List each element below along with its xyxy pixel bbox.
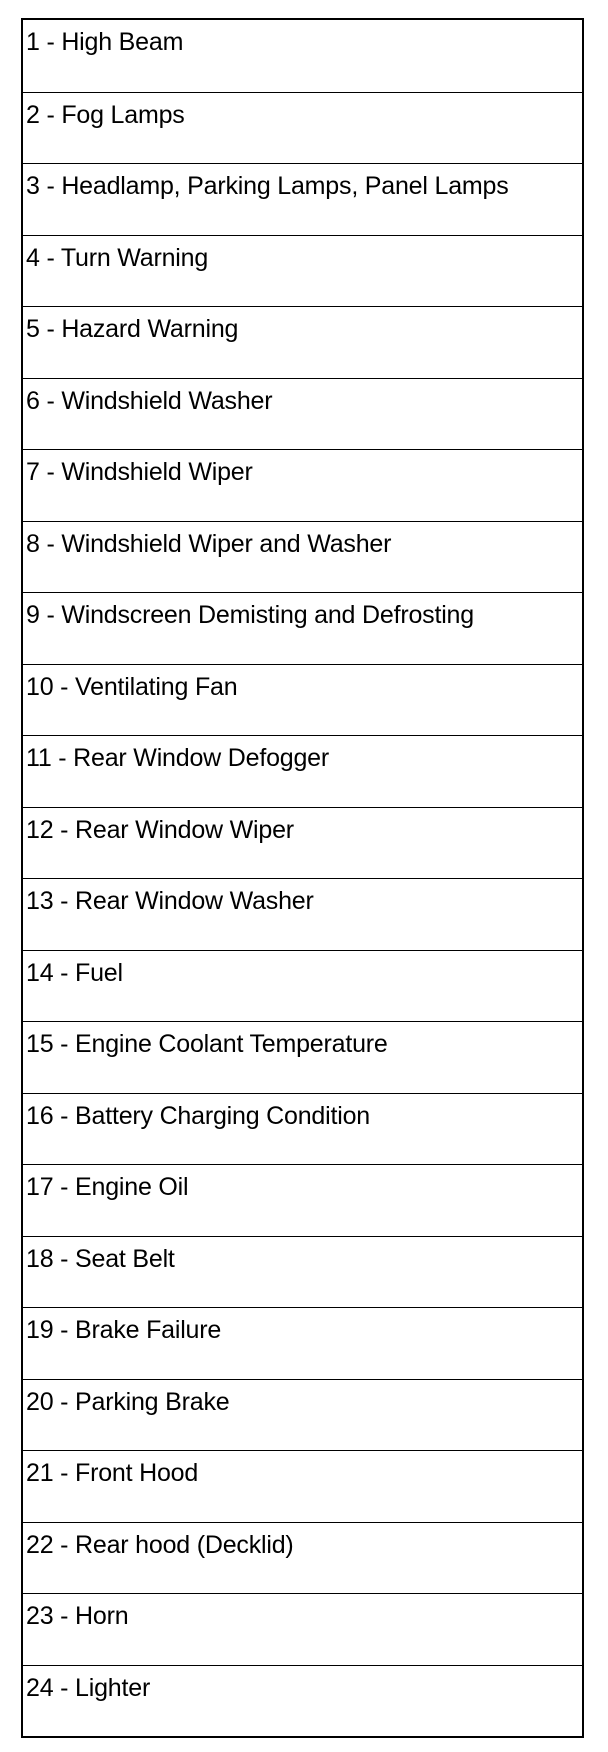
legend-label: 9 - Windscreen Demisting and Defrosting — [26, 601, 474, 629]
legend-label: 4 - Turn Warning — [26, 243, 209, 272]
legend-row — [23, 1164, 582, 1236]
legend-row — [23, 1093, 582, 1165]
legend-row — [23, 92, 582, 164]
legend-row — [23, 735, 582, 807]
legend-label: 22 - Rear hood (Decklid) — [26, 1530, 294, 1559]
legend-row — [23, 1450, 582, 1522]
legend-label: 17 - Engine Oil — [26, 1173, 189, 1201]
legend-label: 16 - Battery Charging Condition — [26, 1101, 370, 1130]
legend-row — [23, 1021, 582, 1093]
legend-label: 10 - Ventilating Fan — [26, 672, 238, 701]
legend-label: 14 - Fuel — [26, 958, 123, 987]
legend-label: 8 - Windshield Wiper and Washer — [26, 529, 392, 558]
legend-row — [23, 1379, 582, 1451]
legend-label: 23 - Horn — [26, 1602, 129, 1630]
legend-label: 5 - Hazard Warning — [26, 315, 239, 343]
legend-row — [23, 521, 582, 593]
legend-row — [23, 20, 582, 92]
legend-row — [23, 306, 582, 378]
legend-row — [23, 592, 582, 664]
legend-label: 6 - Windshield Washer — [26, 386, 273, 415]
legend-label: 13 - Rear Window Washer — [26, 887, 314, 915]
legend-row — [23, 878, 582, 950]
legend-row — [23, 1665, 582, 1737]
legend-row — [23, 1593, 582, 1665]
legend-label: 19 - Brake Failure — [26, 1316, 222, 1344]
legend-row — [23, 163, 582, 235]
legend-row — [23, 449, 582, 521]
legend-label: 20 - Parking Brake — [26, 1387, 230, 1416]
legend-row — [23, 664, 582, 736]
legend-label: 1 - High Beam — [26, 28, 184, 56]
legend-label: 11 - Rear Window Defogger — [26, 744, 330, 772]
legend-row — [23, 807, 582, 879]
legend-table — [21, 18, 584, 1738]
legend-label: 21 - Front Hood — [26, 1459, 199, 1487]
legend-label: 24 - Lighter — [26, 1673, 151, 1702]
legend-row — [23, 1522, 582, 1594]
legend-label: 3 - Headlamp, Parking Lamps, Panel Lamps — [26, 172, 509, 200]
legend-row — [23, 235, 582, 307]
legend-row — [23, 950, 582, 1022]
legend-label: 12 - Rear Window Wiper — [26, 815, 294, 844]
legend-label: 7 - Windshield Wiper — [26, 458, 253, 486]
legend-row — [23, 378, 582, 450]
legend-label: 15 - Engine Coolant Temperature — [26, 1030, 388, 1058]
legend-label: 2 - Fog Lamps — [26, 100, 185, 129]
legend-row — [23, 1236, 582, 1308]
legend-row — [23, 1307, 582, 1379]
legend-label: 18 - Seat Belt — [26, 1244, 175, 1273]
